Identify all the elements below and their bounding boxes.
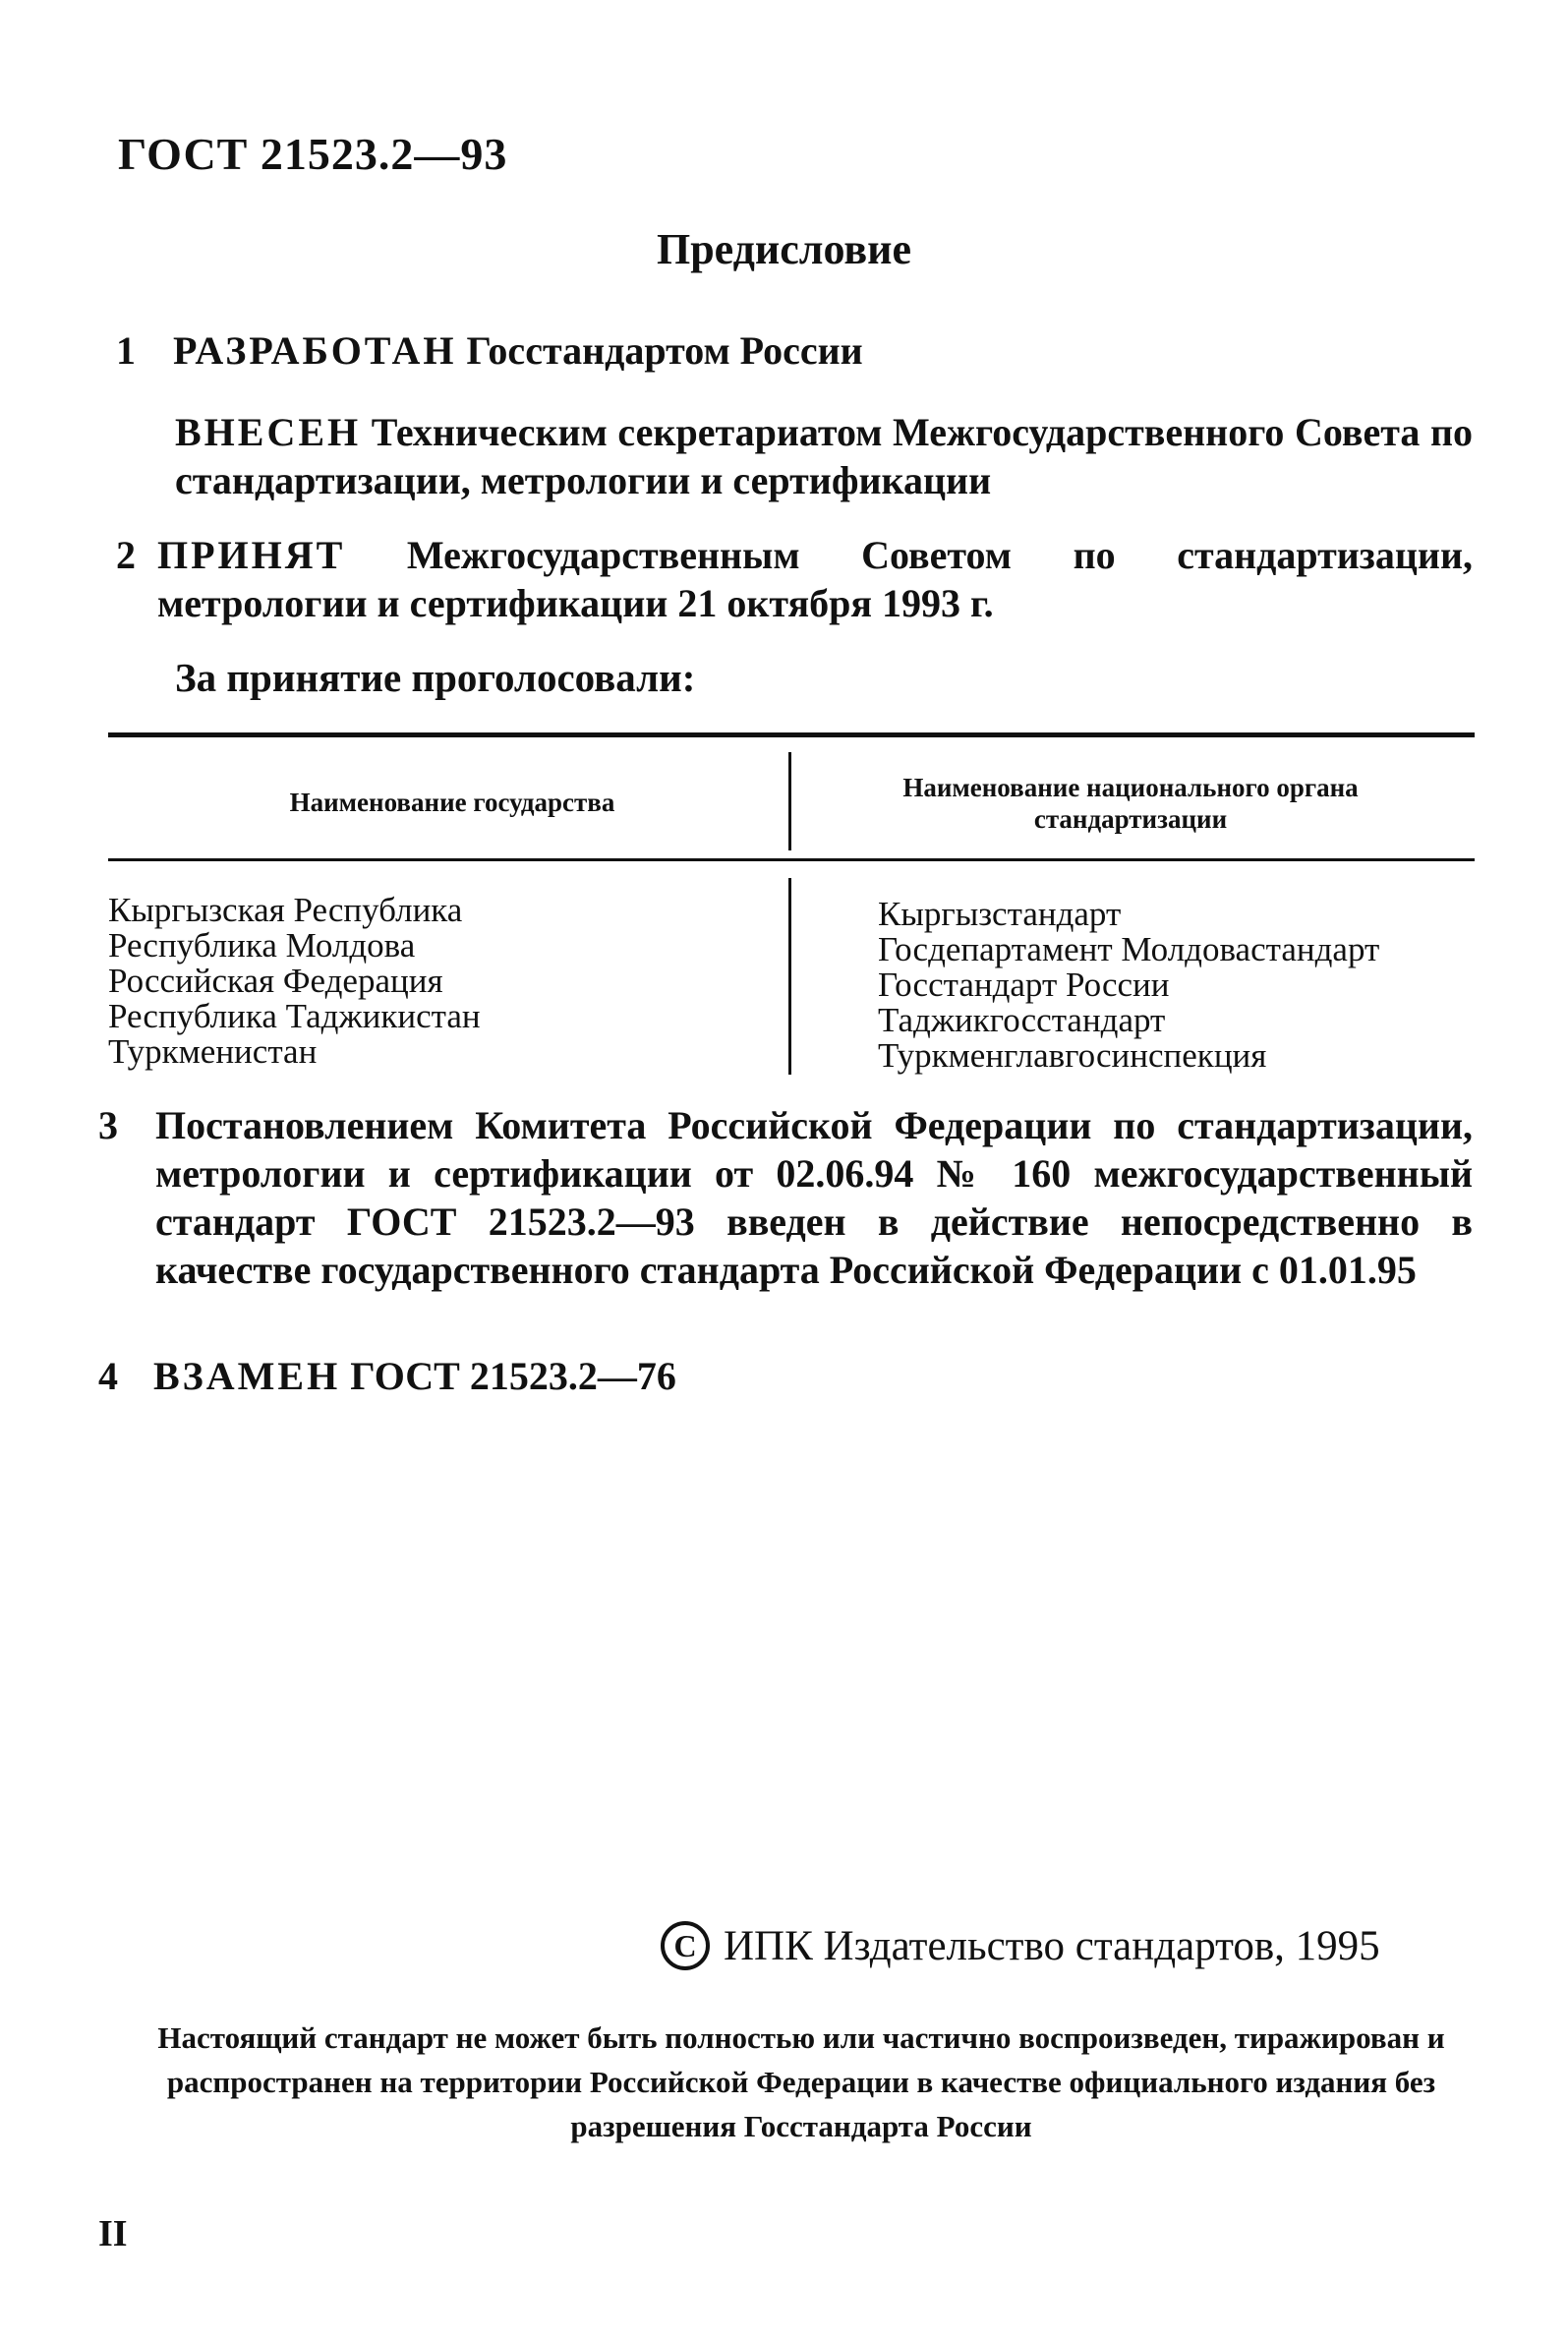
item-3-number: 3 xyxy=(98,1103,118,1147)
item-1 xyxy=(116,326,1473,375)
body-row: Госстандарт России xyxy=(878,965,1170,1004)
body-column-separator xyxy=(788,878,791,1075)
introduced-text: Техническим секретариатом Межгосударственного Совета по стандартизации, метрологии и сертификации xyxy=(175,410,1473,502)
item-4-number: 4 xyxy=(98,1354,118,1398)
item-2-number: 2 xyxy=(116,533,136,577)
body-row: Госдепартамент Молдовастандарт xyxy=(878,930,1380,968)
copyright-text: ИПК Издательство стандартов, 1995 xyxy=(724,1923,1380,1969)
body-row: Туркменглавгосинспекция xyxy=(878,1036,1267,1075)
item-1-keyword: РАЗРАБОТАН xyxy=(173,328,457,373)
state-row: Туркменистан xyxy=(108,1032,318,1071)
foreword-title: Предисловие xyxy=(656,225,911,273)
table-header-state: Наименование государства xyxy=(289,788,615,817)
item-1-text: Госстандартом России xyxy=(456,328,863,373)
item-2-text: Межгосударственным Советом по стандартизации, метрологии и сертификации 21 октября 1993 г. xyxy=(157,533,1473,625)
table-header-rule xyxy=(108,858,1475,861)
state-row: Российская Федерация xyxy=(108,962,443,1000)
copyright-line xyxy=(661,1922,1380,1974)
states-column xyxy=(108,893,481,1070)
table-header-body: Наименование национального органа стандартизации xyxy=(902,773,1359,834)
copyright-icon: C xyxy=(661,1921,710,1970)
page-number: II xyxy=(98,2213,128,2254)
item-1-introduced xyxy=(175,408,1473,504)
bodies-column xyxy=(878,897,1379,1074)
introduced-keyword: ВНЕСЕН xyxy=(175,410,362,454)
vote-label: За принятие проголосовали: xyxy=(175,655,696,700)
state-row: Республика Молдова xyxy=(108,926,416,965)
item-2-keyword: ПРИНЯТ xyxy=(157,533,346,577)
body-row: Кыргызстандарт xyxy=(878,895,1122,933)
document-id: ГОСТ 21523.2—93 xyxy=(118,129,508,179)
item-4-text: ГОСТ 21523.2—76 xyxy=(340,1354,676,1398)
reproduction-notice: Настоящий стандарт не может быть полностью или частично воспроизведен, тиражирован и распространен на территории Российской Федерации в качестве официального издания без разрешения Госстандарта России xyxy=(157,2020,1445,2143)
header-column-separator xyxy=(788,752,791,850)
body-row: Таджикгосстандарт xyxy=(878,1001,1166,1039)
item-3-text: Постановлением Комитета Российской Федерации по стандартизации, метрологии и сертификации от 02.06.94 № 160 межгосударственный стандарт ГОСТ 21523.2—93 введен в действие непосредственно в качестве государственного стандарта Российской Федерации с 01.01.95 xyxy=(155,1103,1473,1292)
item-1-number: 1 xyxy=(116,328,136,373)
state-row: Кыргызская Республика xyxy=(108,891,463,929)
table-top-rule xyxy=(108,732,1475,737)
item-4-keyword: ВЗАМЕН xyxy=(153,1354,341,1398)
state-row: Республика Таджикистан xyxy=(108,997,481,1035)
item-4 xyxy=(98,1352,1473,1400)
